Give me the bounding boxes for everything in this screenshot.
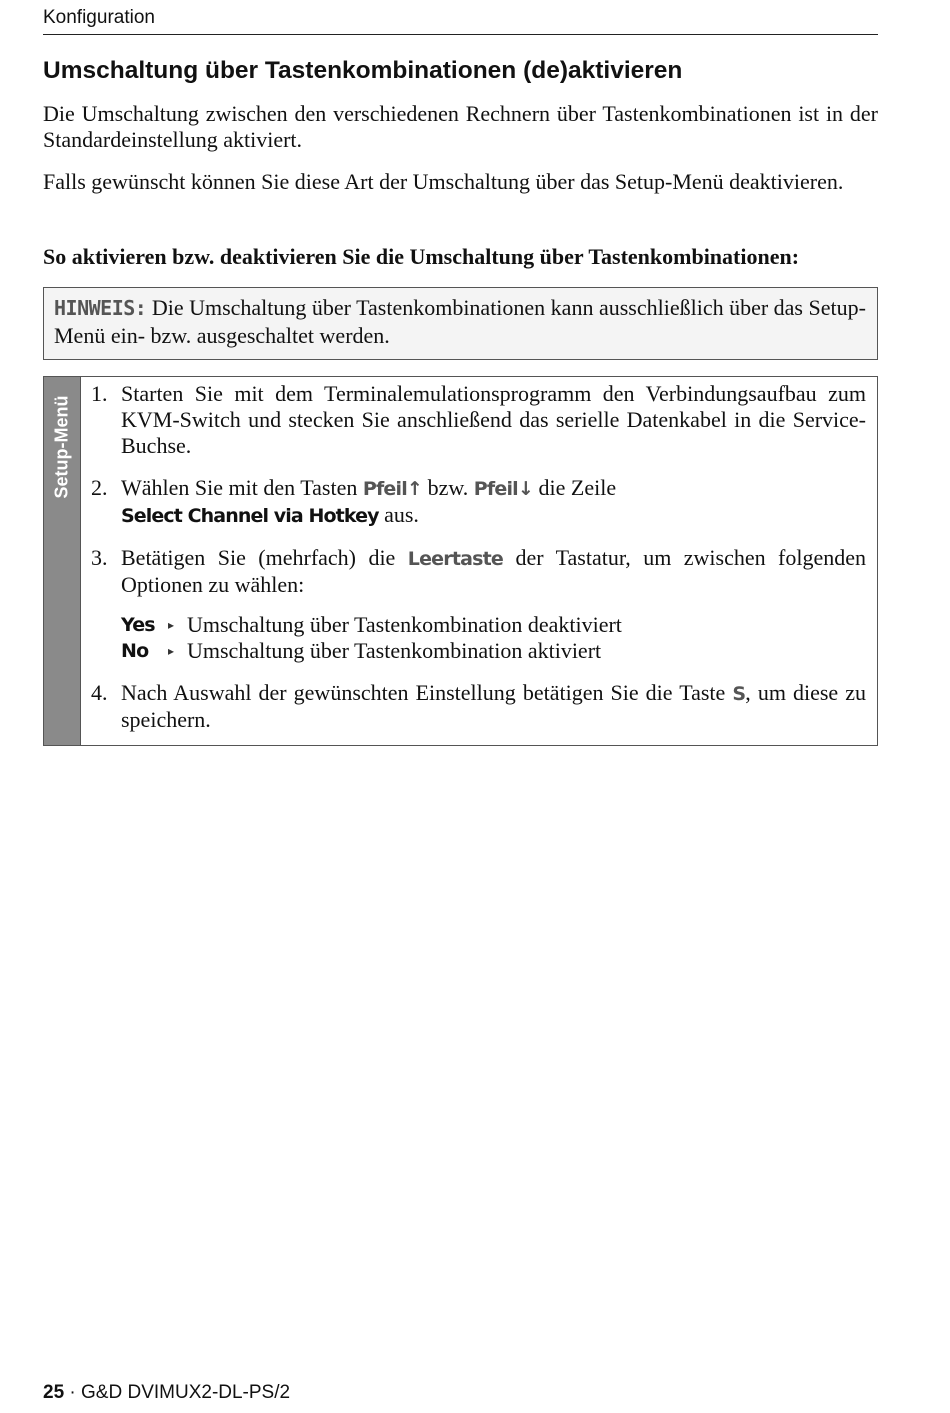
step-text: Starten Sie mit dem Terminalemulationsprogramm den Verbindungsaufbau zum KVM-Switch und stecken Sie anschließend das serielle Datenkabel in die Service-Buchse. [121, 381, 866, 458]
option-row-yes [121, 612, 866, 638]
option-description: Umschaltung über Tastenkombination deaktiviert [187, 612, 622, 637]
step-text-part: Nach Auswahl der gewünschten Einstellung betätigen Sie die Taste [121, 680, 726, 705]
step-text [121, 475, 866, 529]
footer-separator: · [69, 1382, 76, 1403]
setup-sidebar [44, 377, 81, 745]
option-table [121, 612, 866, 664]
step-2 [91, 475, 866, 529]
note-label: HINWEIS: [54, 296, 147, 320]
sidebar-label: Setup-Menü [51, 395, 72, 499]
key-space: Leertaste [407, 548, 504, 570]
step-1 [91, 381, 866, 459]
step-4 [91, 680, 866, 733]
page-number: 25 [43, 1382, 65, 1403]
deactivate-paragraph: Falls gewünscht können Sie diese Art der Umschaltung über das Setup-Menü deaktivieren. [43, 169, 844, 194]
step-number: 1. [91, 381, 108, 406]
step-text-part: , um diese zu speichern. [121, 680, 866, 732]
section-title: Umschaltung über Tastenkombinationen (de)aktivieren [43, 57, 683, 84]
intro-paragraph: Die Umschaltung zwischen den verschiedenen Rechnern über Tastenkombinationen ist in der Standardeinstellung aktiviert. [43, 101, 878, 152]
option-row-no [121, 638, 866, 664]
page-footer [43, 1381, 878, 1405]
option-description: Umschaltung über Tastenkombination aktiviert [187, 638, 602, 663]
setup-procedure-box [43, 376, 878, 746]
note-box [43, 287, 878, 360]
step-3 [91, 545, 866, 664]
key-arrow-down: Pfeil↓ [473, 478, 534, 500]
key-arrow-up: Pfeil↑ [362, 478, 423, 500]
key-s: S [732, 683, 746, 705]
procedure-heading: So aktivieren bzw. deaktivieren Sie die Umschaltung über Tastenkombinationen: [43, 244, 800, 269]
menu-item-name: Select Channel via Hotkey [121, 505, 379, 527]
step-text [121, 545, 866, 598]
note-text [54, 294, 869, 349]
step-text-part: die Zeile [538, 475, 617, 500]
step-number: 2. [91, 475, 108, 500]
step-text-part: Betätigen Sie (mehrfach) die [121, 545, 396, 570]
triangle-right-icon: ▸ [168, 618, 175, 632]
triangle-right-icon: ▸ [168, 644, 175, 658]
product-name: G&D DVIMUX2-DL-PS/2 [81, 1382, 291, 1403]
step-text-part: der Tastatur, um zwischen folgenden Optionen zu wählen: [121, 545, 867, 597]
note-body: Die Umschaltung über Tastenkombinationen kann ausschließlich über das Setup-Menü ein- bzw. ausgeschaltet werden. [54, 295, 866, 348]
step-text-part: bzw. [427, 475, 469, 500]
step-number: 4. [91, 680, 108, 705]
step-number: 3. [91, 545, 108, 570]
option-key: Yes [121, 614, 155, 636]
running-header: Konfiguration [43, 6, 878, 35]
document-page [43, 0, 878, 1413]
step-text-part: aus. [384, 502, 419, 527]
step-text-part: Wählen Sie mit den Tasten [121, 475, 358, 500]
option-key: No [121, 640, 149, 662]
step-list [91, 381, 866, 749]
step-text [121, 680, 866, 733]
